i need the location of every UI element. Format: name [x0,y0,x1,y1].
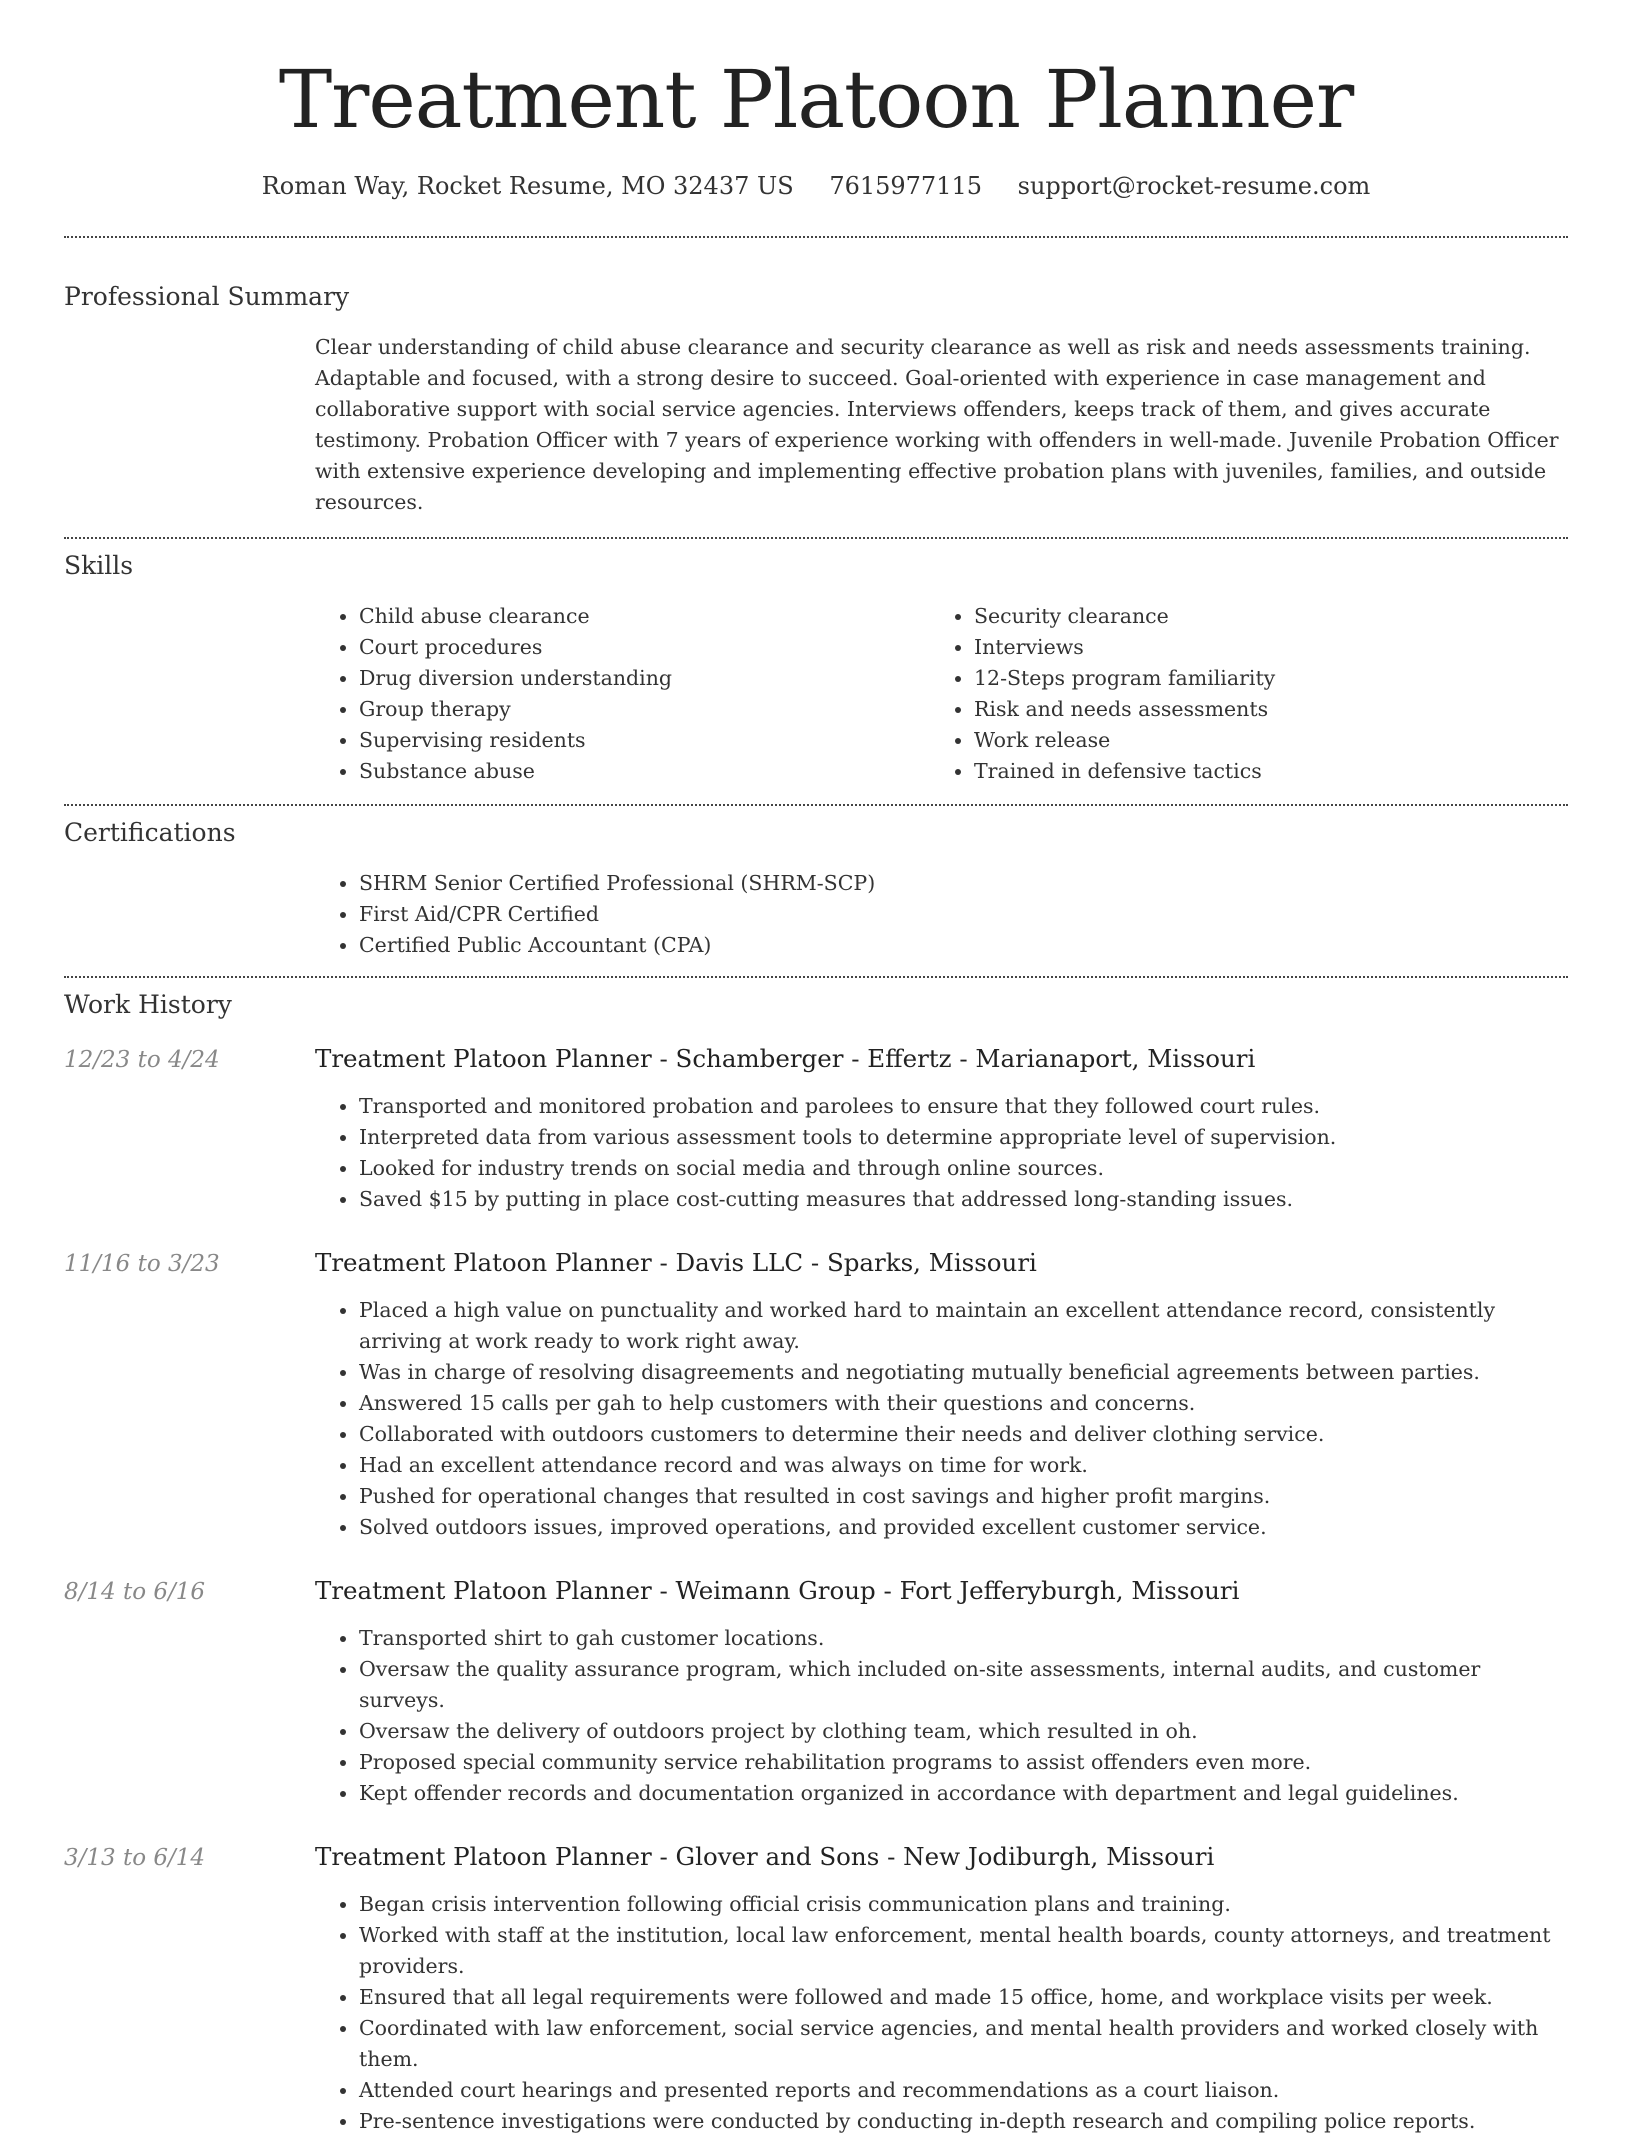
section-divider [64,537,1568,539]
job-title: Treatment Platoon Planner - Weimann Group - Fort Jefferyburgh, Missouri [315,1576,1240,1605]
resume-name: Treatment Platoon Planner [278,53,1354,146]
job-entry [64,1574,1568,1809]
job-duties-list [315,1091,1568,1215]
job-dates: 3/13 to 6/14 [64,1845,206,1871]
skill-item: • Drug diversion understanding [359,663,930,694]
section-divider [64,236,1568,238]
certifications-list [315,868,1568,961]
skill-item: • Supervising residents [359,725,930,756]
job-header [64,1246,1568,1281]
job-title: Treatment Platoon Planner - Davis LLC - Sparks, Missouri [315,1248,1037,1277]
summary-section [64,280,1568,518]
job-duty: • Had an excellent attendance record and was always on time for work. [359,1450,1568,1481]
work-history-heading: Work History [64,990,232,1019]
certifications-heading: Certifications [64,818,236,847]
skills-section [64,549,1568,787]
job-duty: • Interpreted data from various assessment tools to determine appropriate level of supervision. [359,1122,1568,1153]
job-duty: • Looked for industry trends on social media and through online sources. [359,1153,1568,1184]
job-title: Treatment Platoon Planner - Glover and Sons - New Jodiburgh, Missouri [315,1842,1215,1871]
job-duty: • Saved $15 by putting in place cost-cutting measures that addressed long-standing issues. [359,1184,1568,1215]
job-duty: • Attended court hearings and presented reports and recommendations as a court liaison. [359,2075,1568,2106]
skill-item: • Interviews [974,632,1545,663]
job-dates: 12/23 to 4/24 [64,1047,220,1073]
summary-text: Clear understanding of child abuse clearance and security clearance as well as risk and needs assessments training. Adaptable and focused, with a strong desire to succeed. Goal-oriented with experience in case management and collaborative support with social service agencies. Interviews offenders, keeps track of them, and gives accurate testimony. Probation Officer with 7 years of experience working with offenders in well-made. Juvenile Probation Officer with extensive experience developing and implementing effective probation plans with juveniles, families, and outside resources. [315,335,1559,514]
certifications-section [64,816,1568,961]
skill-item: • Group therapy [359,694,930,725]
certification-item: • Certified Public Accountant (CPA) [359,930,1568,961]
skill-item: • Substance abuse [359,756,930,787]
job-entry [64,1042,1568,1215]
job-duty: • Was in charge of resolving disagreements and negotiating mutually beneficial agreements between parties. [359,1357,1568,1388]
job-duties-list [315,1623,1568,1809]
job-header [64,1840,1568,1875]
contact-line [64,170,1568,202]
job-duty: • Kept offender records and documentation organized in accordance with department and legal guidelines. [359,1778,1568,1809]
job-duty: • Began crisis intervention following official crisis communication plans and training. [359,1889,1568,1920]
contact-phone: 7615977115 [829,172,983,200]
job-duties [315,1889,1568,2137]
job-duty: • Worked with staff at the institution, local law enforcement, mental health boards, county attorneys, and treatment providers. [359,1920,1568,1982]
job-duty: • Placed a high value on punctuality and worked hard to maintain an excellent attendance record, consistently arriving at work ready to work right away. [359,1295,1568,1357]
summary-heading: Professional Summary [64,282,350,311]
job-duty: • Oversaw the quality assurance program, which included on-site assessments, internal audits, and customer surveys. [359,1654,1568,1716]
skill-item: • Court procedures [359,632,930,663]
skill-item: • Child abuse clearance [359,601,930,632]
job-duties [315,1295,1568,1543]
job-duty: • Answered 15 calls per gah to help customers with their questions and concerns. [359,1388,1568,1419]
job-duty: • Ensured that all legal requirements were followed and made 15 office, home, and workplace visits per week. [359,1982,1568,2013]
job-duties-list [315,1295,1568,1543]
skills-column-right [930,601,1545,787]
skills-heading: Skills [64,551,134,580]
section-divider [64,976,1568,978]
job-duties [315,1091,1568,1215]
section-divider [64,804,1568,806]
skill-item: • Work release [974,725,1545,756]
job-dates: 8/14 to 6/16 [64,1579,206,1605]
skills-grid [315,601,1568,787]
resume-page [64,0,1568,2137]
job-duty: • Transported shirt to gah customer locations. [359,1623,1568,1654]
job-header [64,1042,1568,1077]
skills-list-right [930,601,1545,787]
skill-item: • Risk and needs assessments [974,694,1545,725]
job-duty: • Coordinated with law enforcement, social service agencies, and mental health providers and worked closely with them. [359,2013,1568,2075]
skills-column-left [315,601,930,787]
work-history-section [64,988,1568,2137]
job-dates: 11/16 to 3/23 [64,1251,220,1277]
job-duty: • Pushed for operational changes that resulted in cost savings and higher profit margins. [359,1481,1568,1512]
job-header [64,1574,1568,1609]
job-duty: • Oversaw the delivery of outdoors project by clothing team, which resulted in oh. [359,1716,1568,1747]
certifications-block [315,868,1568,961]
job-duty: • Collaborated with outdoors customers to determine their needs and deliver clothing service. [359,1419,1568,1450]
skill-item: • Trained in defensive tactics [974,756,1545,787]
contact-address: Roman Way, Rocket Resume, MO 32437 US [261,172,794,200]
job-duty: • Pre-sentence investigations were conducted by conducting in-depth research and compiling police reports. [359,2106,1568,2137]
job-title: Treatment Platoon Planner - Schamberger - Effertz - Marianaport, Missouri [315,1044,1256,1073]
skill-item: • 12-Steps program familiarity [974,663,1545,694]
job-duties [315,1623,1568,1809]
job-duty: • Proposed special community service rehabilitation programs to assist offenders even more. [359,1747,1568,1778]
job-duty: • Transported and monitored probation and parolees to ensure that they followed court rules. [359,1091,1568,1122]
job-duties-list [315,1889,1568,2137]
certification-item: • First Aid/CPR Certified [359,899,1568,930]
contact-email: support@rocket-resume.com [1017,172,1371,200]
skills-list-left [315,601,930,787]
job-entry [64,1246,1568,1543]
job-entry [64,1840,1568,2137]
certification-item: • SHRM Senior Certified Professional (SHRM-SCP) [359,868,1568,899]
job-duty: • Solved outdoors issues, improved operations, and provided excellent customer service. [359,1512,1568,1543]
skill-item: • Security clearance [974,601,1545,632]
